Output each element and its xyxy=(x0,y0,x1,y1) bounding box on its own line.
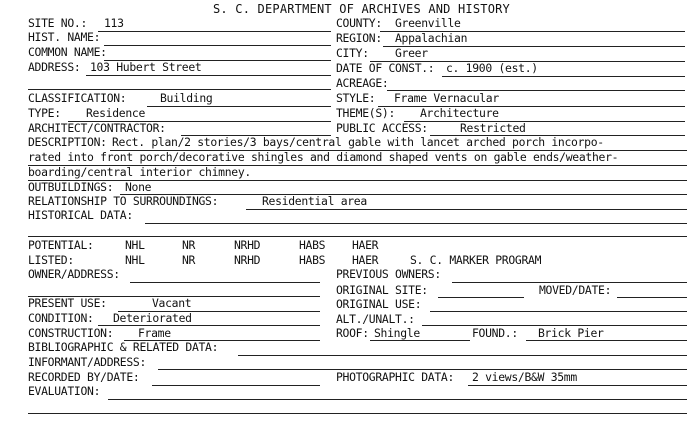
bibliographic-label: BIBLIOGRAPHIC & RELATED DATA: xyxy=(28,340,219,354)
original-site-line xyxy=(438,297,524,298)
listed-habs: HABS xyxy=(299,253,326,267)
moved-date-line xyxy=(617,297,687,298)
potential-nrhd: NRHD xyxy=(234,238,261,252)
evaluation-label: EVALUATION: xyxy=(28,384,101,398)
owner-label: OWNER/ADDRESS: xyxy=(28,267,120,281)
relationship-line xyxy=(246,209,687,210)
recorded-by-label: RECORDED BY/DATE: xyxy=(28,370,140,384)
condition-line xyxy=(98,325,320,326)
site-no-value: 113 xyxy=(104,16,124,30)
moved-date-label: MOVED/DATE: xyxy=(539,283,612,297)
acreage-label: ACREAGE: xyxy=(336,76,389,90)
potential-nr: NR xyxy=(182,238,196,252)
listed-nrhd: NRHD xyxy=(234,253,261,267)
city-value: Greer xyxy=(395,46,428,60)
classification-label: CLASSIFICATION: xyxy=(28,91,127,105)
outbuildings-value: None xyxy=(125,180,152,194)
construction-label: CONSTRUCTION: xyxy=(28,326,114,340)
historical-data-line-2 xyxy=(28,236,687,237)
description-line-3: boarding/central interior chimney. xyxy=(28,165,251,179)
potential-haer: HAER xyxy=(352,238,379,252)
region-line xyxy=(383,46,685,47)
historical-data-label: HISTORICAL DATA: xyxy=(28,208,133,222)
form-title: S. C. DEPARTMENT OF ARCHIVES AND HISTORY xyxy=(213,2,510,16)
original-use-label: ORIGINAL USE: xyxy=(336,297,422,311)
potential-label: POTENTIAL: xyxy=(28,238,94,252)
roof-value: Shingle xyxy=(374,326,420,340)
relationship-value: Residential area xyxy=(262,194,367,208)
photo-data-line xyxy=(468,385,687,386)
county-value: Greenville xyxy=(395,16,461,30)
roof-line xyxy=(370,340,470,341)
architect-label: ARCHITECT/CONTRACTOR: xyxy=(28,121,166,135)
previous-owners-label: PREVIOUS OWNERS: xyxy=(336,267,441,281)
original-use-line xyxy=(430,311,687,312)
date-const-label: DATE OF CONST.: xyxy=(336,61,435,75)
region-label: REGION: xyxy=(336,31,382,45)
roof-label: ROOF: xyxy=(336,326,369,340)
themes-label: THEME(S): xyxy=(336,106,396,120)
evaluation-line-2 xyxy=(28,413,687,414)
potential-nhl: NHL xyxy=(125,238,145,252)
description-line-2: rated into front porch/decorative shingles and diamond shaped vents on gable ends/weather- xyxy=(28,150,619,164)
listed-nr: NR xyxy=(182,253,196,267)
themes-value: Architecture xyxy=(420,106,499,120)
condition-label: CONDITION: xyxy=(28,311,94,325)
address-value: 103 Hubert Street xyxy=(90,60,202,74)
evaluation-line xyxy=(108,399,687,400)
outbuildings-label: OUTBUILDINGS: xyxy=(28,180,114,194)
classification-line xyxy=(147,106,331,107)
bibliographic-line xyxy=(238,355,687,356)
style-label: STYLE: xyxy=(336,91,376,105)
present-use-value: Vacant xyxy=(152,296,192,310)
type-label: TYPE: xyxy=(28,106,61,120)
hist-name-line xyxy=(104,45,331,46)
original-site-label: ORIGINAL SITE: xyxy=(336,283,428,297)
classification-value: Building xyxy=(160,91,213,105)
date-const-value: c. 1900 (est.) xyxy=(446,61,538,75)
potential-habs: HABS xyxy=(299,238,326,252)
date-const-line xyxy=(442,76,685,77)
hist-name-label: HIST. NAME: xyxy=(28,30,101,44)
type-value: Residence xyxy=(86,106,146,120)
alt-unalt-label: ALT./UNALT.: xyxy=(336,312,415,326)
description-label: DESCRIPTION: xyxy=(28,135,107,149)
construction-value: Frame xyxy=(138,326,171,340)
informant-label: INFORMANT/ADDRESS: xyxy=(28,355,147,369)
region-value: Appalachian xyxy=(395,31,468,45)
address-line xyxy=(86,75,331,76)
address-label: ADDRESS: xyxy=(28,60,81,74)
condition-value: Deteriorated xyxy=(113,311,192,325)
owner-line xyxy=(130,282,320,283)
historical-data-line xyxy=(145,223,687,224)
listed-haer: HAER xyxy=(352,253,379,267)
themes-line xyxy=(404,121,685,122)
found-label: FOUND.: xyxy=(472,326,518,340)
common-name-label: COMMON NAME: xyxy=(28,45,107,59)
photo-data-label: PHOTOGRAPHIC DATA: xyxy=(336,370,455,384)
left-blank-line xyxy=(28,89,331,90)
style-value: Frame Vernacular xyxy=(394,91,499,105)
public-access-value: Restricted xyxy=(460,121,526,135)
site-no-label: SITE NO.: xyxy=(28,16,88,30)
photo-data-value: 2 views/B&W 35mm xyxy=(472,370,577,384)
city-label: CITY: xyxy=(336,46,369,60)
relationship-label: RELATIONSHIP TO SURROUNDINGS: xyxy=(28,194,219,208)
description-line-1: Rect. plan/2 stories/3 bays/central gable with lancet arched porch incorpo- xyxy=(112,135,604,149)
site-no-line xyxy=(98,31,331,32)
found-line xyxy=(526,340,687,341)
found-value: Brick Pier xyxy=(538,326,604,340)
county-label: COUNTY: xyxy=(336,16,382,30)
public-access-label: PUBLIC ACCESS: xyxy=(336,121,428,135)
recorded-by-line xyxy=(152,385,320,386)
marker-program: S. C. MARKER PROGRAM xyxy=(410,253,542,267)
listed-nhl: NHL xyxy=(125,253,145,267)
listed-label: LISTED: xyxy=(28,253,74,267)
present-use-label: PRESENT USE: xyxy=(28,296,107,310)
